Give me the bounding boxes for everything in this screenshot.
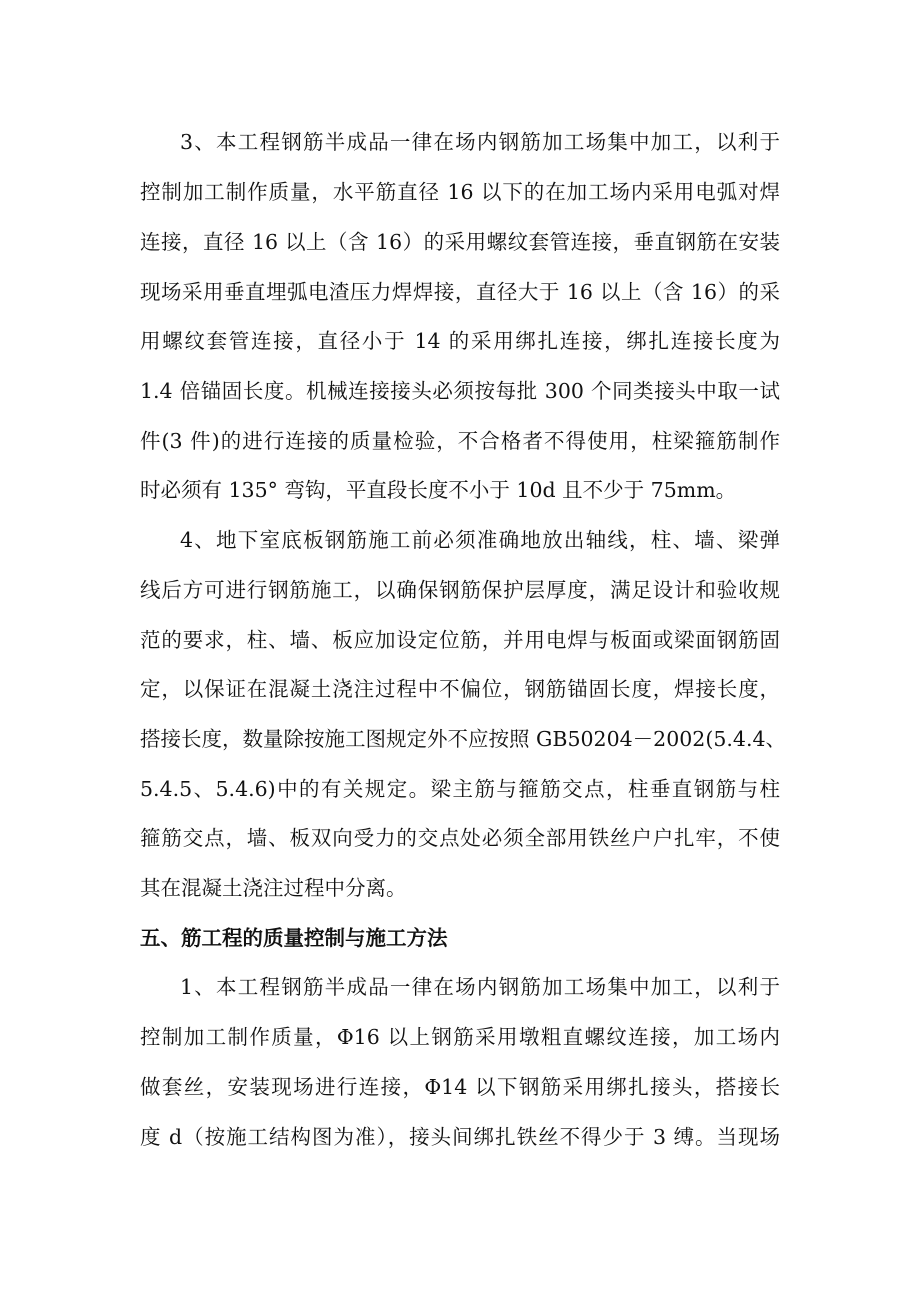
section-paragraph-1-line-2: 控制加工制作质量，Φ16 以上钢筋采用墩粗直螺纹连接，加工场内 [140,1025,780,1049]
section-paragraph-1-line-1: 1、本工程钢筋半成品一律在场内钢筋加工场集中加工，以利于 [180,975,780,999]
paragraph-4-line-2: 线后方可进行钢筋施工，以确保钢筋保护层厚度，满足设计和验收规 [140,578,780,602]
section-paragraph-1-line-3: 做套丝，安装现场进行连接，Φ14 以下钢筋采用绑扎接头，搭接长 [140,1075,780,1099]
paragraph-3-line-5: 用螺纹套管连接，直径小于 14 的采用绑扎连接，绑扎连接长度为 [140,329,780,353]
paragraph-3-line-3: 连接，直径 16 以上（含 16）的采用螺纹套管连接，垂直钢筋在安装 [140,230,780,254]
paragraph-4-line-7: 箍筋交点，墙、板双向受力的交点处必须全部用铁丝户户扎牢，不使 [140,826,780,850]
paragraph-4-line-4: 定，以保证在混凝土浇注过程中不偏位，钢筋锚固长度，焊接长度， [140,677,780,701]
paragraph-3-line-7: 件(3 件)的进行连接的质量检验，不合格者不得使用，柱梁箍筋制作 [140,429,780,453]
paragraph-4-line-3: 范的要求，柱、墙、板应加设定位筋，并用电焊与板面或梁面钢筋固 [140,628,780,652]
paragraph-3-line-1: 3、本工程钢筋半成品一律在场内钢筋加工场集中加工，以利于 [180,130,780,154]
section-paragraph-1-line-4: 度 d（按施工结构图为准），接头间绑扎铁丝不得少于 3 缚。当现场 [140,1125,780,1149]
paragraph-4-line-8: 其在混凝土浇注过程中分离。 [140,876,407,900]
paragraph-3-line-8: 时必须有 135° 弯钩，平直段长度不小于 10d 且不少于 75mm。 [140,478,737,502]
paragraph-4-line-1: 4、地下室底板钢筋施工前必须准确地放出轴线，柱、墙、梁弹 [180,528,780,552]
paragraph-4-line-6: 5.4.5、5.4.6)中的有关规定。梁主筋与箍筋交点，柱垂直钢筋与柱 [140,777,780,801]
section-heading: 五、筋工程的质量控制与施工方法 [140,926,448,950]
paragraph-4-line-5: 搭接长度，数量除按施工图规定外不应按照 GB50204－2002(5.4.4、 [140,727,786,751]
paragraph-3-line-4: 现场采用垂直埋弧电渣压力焊焊接，直径大于 16 以上（含 16）的采 [140,280,780,304]
paragraph-3-line-6: 1.4 倍锚固长度。机械连接接头必须按每批 300 个同类接头中取一试 [140,379,780,403]
paragraph-3-line-2: 控制加工制作质量，水平筋直径 16 以下的在加工场内采用电弧对焊 [140,180,780,204]
